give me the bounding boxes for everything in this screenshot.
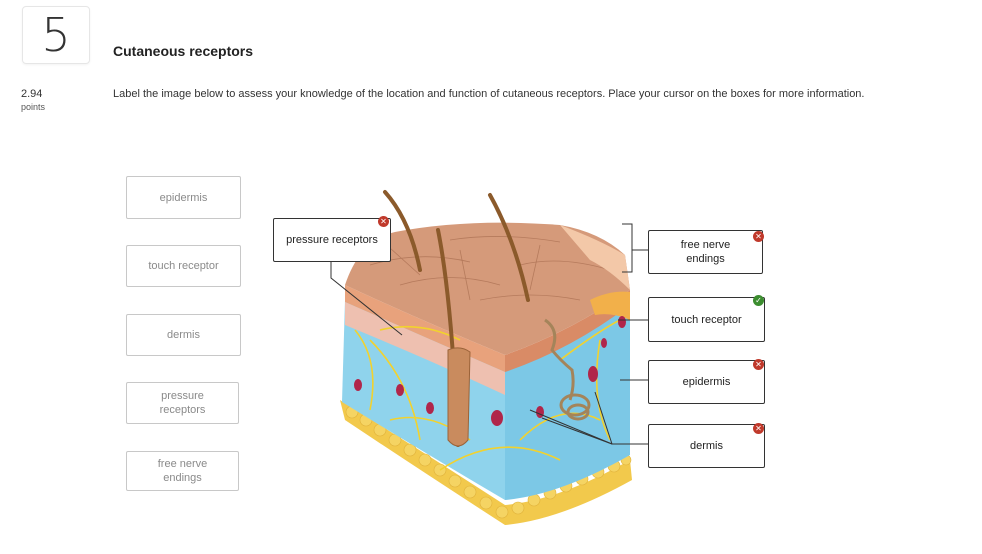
drop-target-label: dermis <box>689 440 723 452</box>
drop-target-pressure-receptors[interactable] <box>273 218 391 262</box>
close-icon: ✕ <box>378 216 389 227</box>
label-bank-pressure-receptors[interactable]: pressure receptors <box>126 382 239 424</box>
drop-target-free-nerve-endings[interactable] <box>648 230 763 274</box>
drop-target-label: epidermis <box>682 376 731 388</box>
question-title: Cutaneous receptors <box>113 43 254 59</box>
drop-target-label: touch receptor <box>671 313 742 326</box>
points-value: 2.94 <box>21 88 43 100</box>
question-number: 5 <box>22 6 90 64</box>
check-icon: ✓ <box>753 295 764 306</box>
close-icon: ✕ <box>753 231 764 242</box>
label-bank-epidermis[interactable]: epidermis <box>126 176 241 219</box>
close-icon: ✕ <box>753 359 764 370</box>
label-bank-dermis[interactable]: dermis <box>126 314 241 356</box>
drop-target-touch-receptor[interactable] <box>648 297 765 342</box>
question-instructions: Label the image below to assess your knowledge of the location and function of cutaneous receptors. Place your cursor on the boxes for more information. <box>113 88 865 100</box>
label-bank-touch-receptor[interactable]: touch receptor <box>126 245 241 287</box>
drop-target-label: pressure receptors <box>286 234 378 246</box>
points-label: points <box>21 102 46 112</box>
drop-target-epidermis[interactable] <box>648 360 765 404</box>
drop-target-label: free nerve endings <box>680 239 731 265</box>
close-icon: ✕ <box>753 423 764 434</box>
drop-target-dermis[interactable] <box>648 424 765 468</box>
label-bank-free-nerve-endings[interactable]: free nerve endings <box>126 451 239 491</box>
